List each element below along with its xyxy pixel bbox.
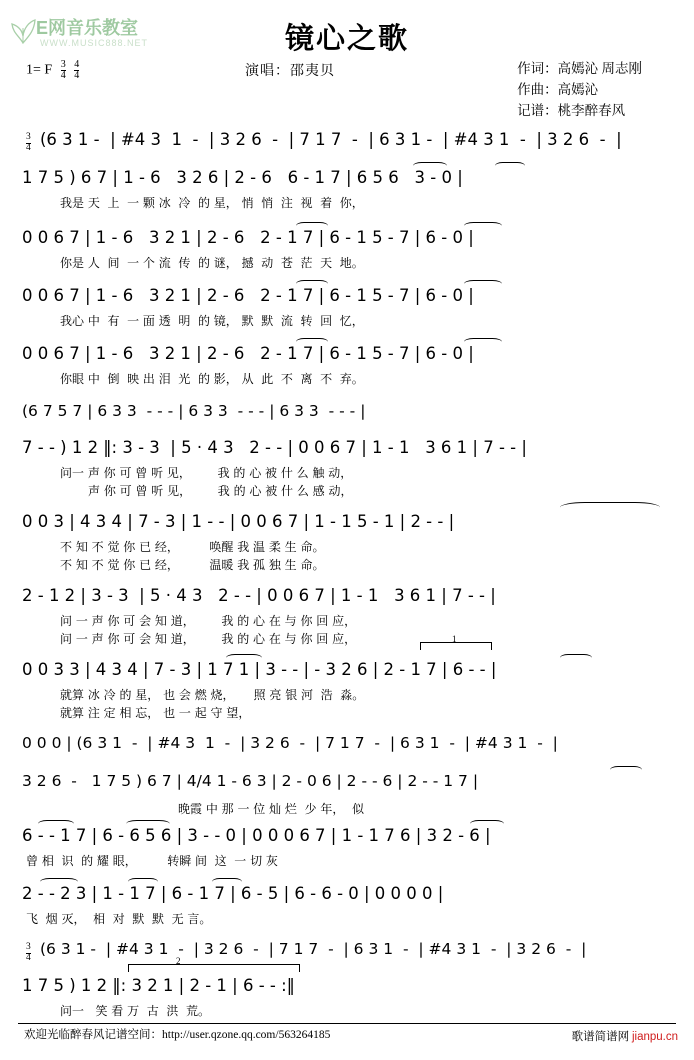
- lyric-line: 问一 声 你 可 曾 听 见， 我 的 心 被 什 么 触 动，: [60, 466, 353, 480]
- key-signature: [26, 60, 79, 81]
- lyric-line: 曾 相 识 的 耀 眼， 转瞬 间 这 一 切 灰: [26, 854, 278, 868]
- lyric-line: 问一 笑 看 万 古 洪 荒。: [60, 1004, 210, 1018]
- footer-site: [572, 1028, 678, 1044]
- logo-text: E网音乐教室: [36, 18, 139, 38]
- note-line: 1 7 5 ) 1 2 ‖: 3 2 1 | 2 - 1 | 6 - - :‖: [22, 976, 295, 995]
- lyric-line: 不 知 不 觉 你 已 经， 温暖 我 孤 独 生 命。: [60, 558, 325, 572]
- footer-divider: [18, 1023, 676, 1024]
- tie-arc: [226, 654, 262, 662]
- lyric-line: 晚霞 中 那 一 位 灿 烂 少 年， 似: [178, 802, 364, 816]
- page-title: 镜心之歌: [284, 21, 409, 55]
- note-line: 2 - - 2 3 | 1 - 1 7 | 6 - 1 7 | 6 - 5 | 6 - 6 - 0 | 0 0 0 0 |: [22, 884, 444, 903]
- lyric-line: 飞 烟 灭， 相 对 默 默 无 言。: [26, 912, 212, 926]
- note-line: (6 7 5 7 | 6 3 3 - - - | 6 3 3 - - - | 6 3 3 - - - |: [22, 402, 366, 420]
- credit-composer: 作曲：高嫣沁: [517, 82, 599, 97]
- tie-arc: [296, 280, 328, 288]
- note-line: 7 - - ) 1 2 ‖: 3 - 3 | 5 · 4 3 2 - - | 0 0 6 7 | 1 - 1 3 6 1 | 7 - - |: [22, 438, 527, 457]
- tie-arc: [296, 222, 328, 230]
- tie-arc: [470, 820, 504, 828]
- tie-arc: [40, 878, 78, 886]
- time-signature-34: [59, 60, 66, 81]
- note-line: 0 0 6 7 | 1 - 6 3 2 1 | 2 - 6 2 - 1 7 | 6 - 1 5 - 7 | 6 - 0 |: [22, 344, 474, 363]
- note-line: 6 - - 1 7 | 6 - 6 5 6 | 3 - - 0 | 0 0 0 6 7 | 1 - 1 7 6 | 3 2 - 6 |: [22, 826, 491, 845]
- note-line: (6 3 1 - | #4 3 1 - | 3 2 6 - | 7 1 7 - | 6 3 1 - | #4 3 1 - | 3 2 6 - |: [40, 130, 622, 149]
- meter-den: 4: [26, 142, 31, 153]
- footer-site-name: 歌谱简谱网: [571, 1031, 630, 1043]
- tie-arc: [495, 162, 525, 170]
- key-label: 1= F: [26, 62, 53, 78]
- tie-arc: [38, 820, 74, 828]
- footer-site-url[interactable]: jianpu.cn: [631, 1031, 678, 1043]
- note-line: 1 7 5 ) 6 7 | 1 - 6 3 2 6 | 2 - 6 6 - 1 7 | 6 5 6 3 - 0 |: [22, 168, 463, 187]
- tie-arc: [413, 162, 447, 170]
- note-line: (6 3 1 - | #4 3 1 - | 3 2 6 - | 7 1 7 - | 6 3 1 - | #4 3 1 - | 3 2 6 - |: [40, 940, 587, 958]
- meter-num: 3: [26, 132, 31, 142]
- meter-num: 3: [26, 942, 31, 952]
- meter-den: 4: [60, 70, 66, 81]
- tie-arc: [464, 222, 502, 230]
- logo-subtext: WWW.MUSIC888.NET: [40, 38, 149, 48]
- tie-arc: [560, 654, 592, 662]
- meter-num: 3: [60, 59, 66, 70]
- lyric-line: 不 知 不 觉 你 已 经， 唤醒 我 温 柔 生 命。: [60, 540, 325, 554]
- slur-arc: [560, 502, 660, 513]
- tie-arc: [126, 820, 170, 828]
- tie-arc: [464, 280, 502, 288]
- meter-den: 4: [26, 952, 31, 963]
- tie-arc: [212, 878, 242, 886]
- tie-arc: [296, 338, 328, 346]
- meter2-den: 4: [74, 70, 80, 81]
- note-line: 0 0 6 7 | 1 - 6 3 2 1 | 2 - 6 2 - 1 7 | 6 - 1 5 - 7 | 6 - 0 |: [22, 286, 474, 305]
- credits-block: [517, 58, 642, 121]
- note-line: 0 0 3 3 | 4 3 4 | 7 - 3 | 1 7 1 | 3 - - | - 3 2 6 | 2 - 1 7 | 6 - - |: [22, 660, 497, 679]
- lyric-line: 就算 冰 冷 的 星， 也 会 燃 烧， 照 亮 银 河 浩 淼。: [60, 688, 365, 702]
- repeat-bracket: [128, 964, 300, 972]
- time-signature-inline: [26, 943, 31, 963]
- lyric-line: 就算 注 定 相 忘， 也 一 起 守 望，: [60, 706, 251, 720]
- credit-transcriber: 记谱：桃李醉春风: [517, 103, 626, 118]
- repeat-bracket-number: 2: [176, 956, 181, 966]
- lyric-line: 问 一 声 你 可 会 知 道， 我 的 心 在 与 你 回 应，: [60, 632, 357, 646]
- tie-arc: [128, 878, 158, 886]
- note-line: 0 0 6 7 | 1 - 6 3 2 1 | 2 - 6 2 - 1 7 | 6 - 1 5 - 7 | 6 - 0 |: [22, 228, 474, 247]
- lyric-line: 我心 中 有 一 面 透 明 的 镜， 默 默 流 转 回 忆，: [60, 314, 364, 328]
- time-signature-44: [72, 60, 79, 81]
- tie-arc: [464, 338, 502, 346]
- lyric-line: 我是 天 上 一 颗 冰 冷 的 星， 悄 悄 注 视 着 你，: [60, 196, 364, 210]
- meter2-num: 4: [74, 59, 80, 70]
- note-line: 0 0 0 | (6 3 1 - | #4 3 1 - | 3 2 6 - | 7 1 7 - | 6 3 1 - | #4 3 1 - |: [22, 734, 558, 752]
- lyric-line: 你是 人 间 一 个 流 传 的 谜， 撼 动 苍 茫 天 地。: [60, 256, 364, 270]
- note-line: 0 0 3 | 4 3 4 | 7 - 3 | 1 - - | 0 0 6 7 | 1 - 1 5 - 1 | 2 - - |: [22, 512, 455, 531]
- lyric-line: 声 你 可 曾 听 见， 我 的 心 被 什 么 感 动，: [88, 484, 353, 498]
- note-line: 3 2 6 - 1 7 5 ) 6 7 | 4/4 1 - 6 3 | 2 - 0 6 | 2 - - 6 | 2 - - 1 7 |: [22, 772, 479, 790]
- note-line: 2 - 1 2 | 3 - 3 | 5 · 4 3 2 - - | 0 0 6 7 | 1 - 1 3 6 1 | 7 - - |: [22, 586, 496, 605]
- lyric-line: 你眼 中 倒 映 出 泪 光 的 影， 从 此 不 离 不 弃。: [60, 372, 364, 386]
- repeat-bracket-number: 1: [452, 634, 457, 644]
- lyric-line: 问 一 声 你 可 会 知 道， 我 的 心 在 与 你 回 应，: [60, 614, 357, 628]
- credit-lyricist: 作词：高嫣沁 周志刚: [517, 61, 642, 76]
- time-signature-inline: [26, 133, 31, 153]
- singer-label: 演唱：邵夷贝: [245, 64, 335, 79]
- tie-arc: [610, 766, 642, 774]
- footer-note: 欢迎光临醉春风记谱空间：http://user.qzone.qq.com/563264185: [24, 1029, 331, 1041]
